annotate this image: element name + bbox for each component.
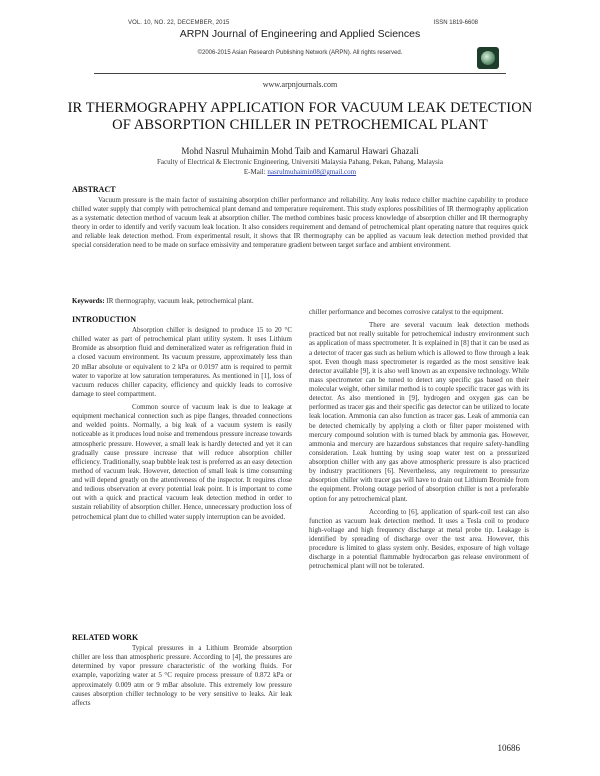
abstract-heading: ABSTRACT	[72, 185, 116, 194]
related-work-heading: RELATED WORK	[72, 633, 139, 642]
related-work-body	[72, 644, 292, 708]
right-paragraph-0: chiller performance and becomes corrosive catalyst to the equipment.	[309, 308, 504, 316]
intro-paragraph-2: Common source of vacuum leak is due to leakage at equipment mechanical connection such as pipe flanges, threaded connections and welded points. Normally, a big leak of a vacuum system is easily noticeable as it produces loud noise and tremendous pressure increase towards atmospheric pressure. However, a small leak is hardly detected and yet it can gradually cause pressure increase that will reduce absorption chiller efficiency. Traditionally, soap bubble leak test is preferred as an easy detection method of vacuum leak. However, detection of small leak is time consuming and will depend greatly on the attentiveness of the inspector. It requires close and tedious observation at every potential leak point. It is important to come out with a quick and practical vacuum leak detection method in order to sustain reliability of absorption chiller. Hence, unnecessary production loss of petrochemical plant due to chilled water supply interruption can be avoided.	[72, 403, 292, 521]
arpn-globe-logo-icon	[477, 47, 499, 69]
title-line-2: OF ABSORPTION CHILLER IN PETROCHEMICAL PLANT	[112, 117, 488, 133]
right-paragraph-1: There are several vacuum leak detection methods practiced but not really suitable for petrochemical industry environment such as application of mass spectrometer. It is explained in [8] that it can be used as a detector of tracer gas such as helium which is allowed to flow through a leak spot. Even though mass spectrometer is regarded as the most sensitive leak detector available [9], it is also well known as an expensive technology. While mass spectrometer can be tuned to detect any specific gas based on their molecular weight, other similar method is to couple specific tracer gas with its detector. As also mentioned in [9], hydrogen and oxygen gas can be performed as tracer gas and their specific gas detector can be utilized to locate leak location. Ammonia can also function as tracer gas. Leak of ammonia can be detected chemically by applying a cloth or filter paper moistened with mercury compound solution with is turned black by ammonia gas. However, ammonia and mercury are hazardous substances that require safety-handling consideration. Leak hunting by using soap water test on a pressurized absorption chiller with any gas above atmospheric pressure is also practiced by industry practitioners [6]. Nevertheless, any requirement to pressurize absorption chiller with tracer gas will have to drain out Lithium Bromide from the equipment. Prolong outage period of absorption chiller is not a preferable option for any petrochemical plant.	[309, 321, 529, 503]
introduction-heading: INTRODUCTION	[72, 315, 137, 324]
volume-info: VOL. 10, NO. 22, DECEMBER, 2015	[128, 20, 230, 26]
email-label: E-Mail:	[243, 168, 266, 176]
introduction-body	[72, 326, 292, 522]
right-column-body	[309, 308, 529, 572]
related-paragraph-1: Typical pressures in a Lithium Bromide absorption chiller are less than atmospheric pressure. According to [4], the pressures are determined by vapor pressure characteristic of the working fluids. For example, vaporizing water at 5 °C require process pressure of 0.872 kPa or approximately 0.009 atm or 9 mBar absolute. This extremely low pressure causes absorption chiller technology to be very sensitive to leaks. Air leak affects	[72, 644, 292, 707]
authors: Mohd Nasrul Muhaimin Mohd Taib and Kamarul Hawari Ghazali	[181, 146, 419, 156]
page-number: 10686	[497, 743, 520, 753]
affiliation: Faculty of Electrical & Electronic Engineering, Universiti Malaysia Pahang, Pekan, Pahang, Malaysia	[157, 158, 443, 166]
right-paragraph-2: According to [6], application of spark-coil test can also function as vacuum leak detection method. It uses a Tesla coil to produce high-voltage and high frequency discharge at metal probe tip. Leakage is identified by spreading of discharge over the test area. However, this procedure is limited to glass system only. Besides, exposure of high voltage discharge in a potential flammable hydrocarbon gas release environment of petrochemical plant will not be tolerated.	[309, 507, 529, 571]
journal-name: ARPN Journal of Engineering and Applied Sciences	[179, 28, 421, 40]
email-link[interactable]: nasrulmuhaimin08@gmail.com	[267, 168, 357, 176]
intro-paragraph-1: Absorption chiller is designed to produce 15 to 20 °C chilled water as part of petrochemical plant utility system. It uses Lithium Bromide as absorption fluid and demineralized water as refrigeration fluid in a closed vacuum environment. Its vacuum pressure, approximately less than 20 mBar absolute or equivalent to 2 kPa or 0.0197 atm is required to permit water to vaporize at low saturation temperatures. As mentioned in [1], loss of vacuum reduces chiller capacity, efficiency and quickly leads to corrosive damage to steel compartment.	[72, 326, 292, 398]
journal-url[interactable]: www.arpnjournals.com	[262, 80, 338, 89]
abstract-text: Vacuum pressure is the main factor of sustaining absorption chiller performance and reliability. Any leaks reduce chiller machine capability to produce chilled water supply that comply with petrochemical plant demand and temperature requirement. This study explores possibilities of IR thermography application as a systematic detection method of vacuum leak at absorption chiller. The method combines basic process knowledge of absorption chiller and IR thermography theory in order to identify and verify vacuum leak location. It also considers requirement and demand of petrochemical plant operating nature that requires quick and reliable leak detection method. From experimental result, it shows that IR thermography can be applied as vacuum leak detection method provided that special consideration need to be made on surface emissivity and temperature gradient between target surface and ambient environment.	[72, 196, 528, 250]
keywords-text: IR thermography, vacuum leak, petrochemical plant.	[106, 297, 254, 305]
keywords	[72, 297, 528, 305]
keywords-label: Keywords:	[72, 297, 105, 305]
paper-title	[0, 100, 600, 134]
header-divider	[94, 73, 506, 74]
issn: ISSN 1819-6608	[433, 20, 478, 26]
copyright-notice: ©2006-2015 Asian Research Publishing Network (ARPN). All rights reserved.	[197, 50, 403, 56]
title-line-1: IR THERMOGRAPHY APPLICATION FOR VACUUM LEAK DETECTION	[67, 100, 533, 116]
email-line	[0, 168, 600, 176]
